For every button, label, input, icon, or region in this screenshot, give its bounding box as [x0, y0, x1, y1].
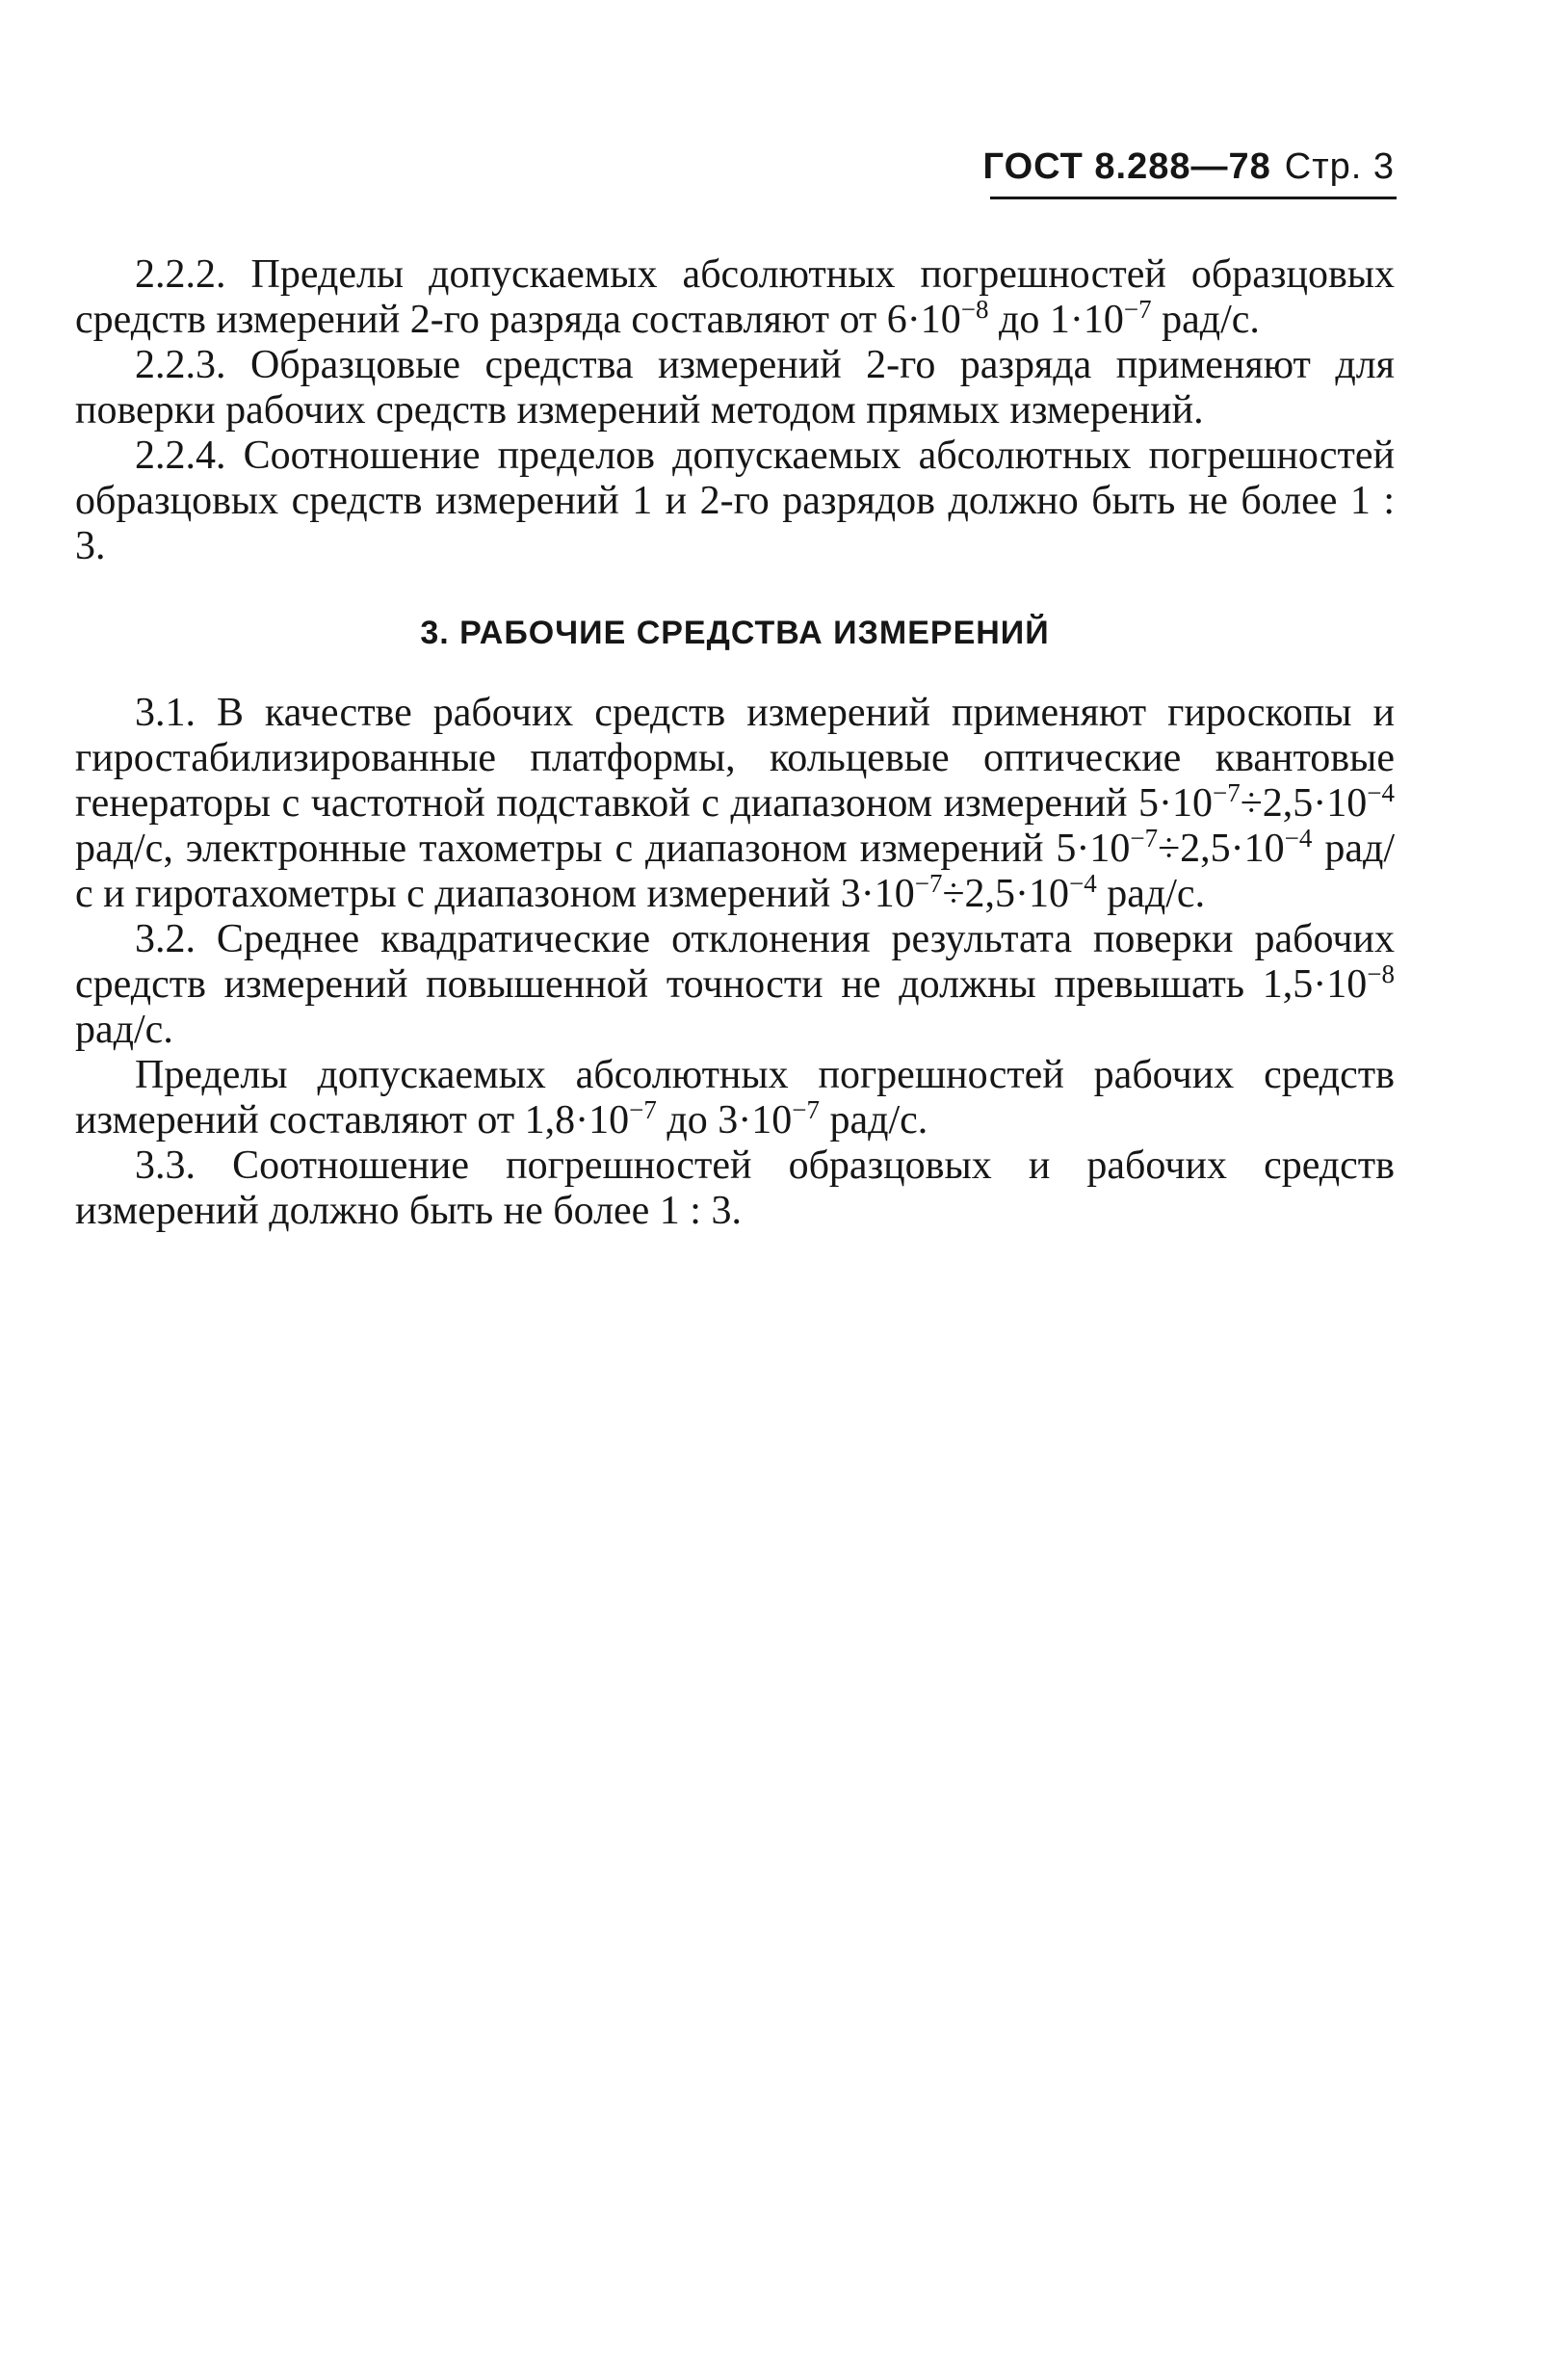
paragraph-text: Пределы допускаемых абсолютных погрешностей рабочих средств измерений составляют от 1,8·10 — [75, 1053, 1395, 1143]
document-code: ГОСТ 8.288—78 — [982, 146, 1271, 187]
section-heading: 3. РАБОЧИЕ СРЕДСТВА ИЗМЕРЕНИЙ — [420, 615, 1050, 651]
paragraph-text: рад/с. — [75, 1008, 173, 1052]
exponent: −4 — [1367, 778, 1395, 807]
paragraph-text: 3.1. В качестве рабочих средств измерений применяют гироскопы и гиростабилизированные платформы, кольцевые оптические квантовые генераторы с частотной подставкой с диапазоном измерений 5·10 — [75, 691, 1395, 826]
paragraph-3-3: 3.3. Соотношение погрешностей образцовых и рабочих средств измерений должно быть не более 1 : 3. — [75, 1143, 1395, 1233]
paragraph-3-2-limits — [75, 1053, 1395, 1143]
page-number: Стр. 3 — [1284, 146, 1395, 187]
paragraph-text: ÷2,5·10 — [1158, 827, 1285, 871]
paragraph-2-2-4: 2.2.4. Соотношение пределов допускаемых абсолютных погрешностей образцовых средств измерений 1 и 2-го разрядов должно быть не более 1 : 3. — [75, 433, 1395, 568]
paragraph-text: рад/с и гиротахометры с диапазоном измерений 3·10 — [75, 827, 1395, 916]
exponent: −8 — [1367, 959, 1395, 988]
running-header — [983, 148, 1395, 185]
exponent: −7 — [914, 869, 943, 898]
exponent: −7 — [1123, 295, 1152, 324]
exponent: −8 — [960, 295, 989, 324]
exponent: −4 — [1284, 824, 1313, 853]
paragraph-text: рад/с. — [1151, 298, 1260, 342]
paragraph-text: рад/с. — [819, 1098, 928, 1143]
document-body — [75, 252, 1395, 1234]
paragraph-text: 3.2. Среднее квадратические отклонения результата поверки рабочих средств измерений повышенной точности не должны превышать 1,5·10 — [75, 917, 1395, 1007]
paragraph-text: 2.2.2. Пределы допускаемых абсолютных погрешностей образцовых средств измерений 2-го разряда составляют от 6·10 — [75, 252, 1395, 342]
exponent: −7 — [792, 1095, 820, 1124]
paragraph-3-1 — [75, 691, 1395, 917]
paragraph-text: рад/с, электронные тахометры с диапазоном измерений 5·10 — [75, 827, 1131, 871]
paragraph-text: до 3·10 — [656, 1098, 793, 1143]
exponent: −7 — [1130, 824, 1159, 853]
paragraph-text: до 1·10 — [988, 298, 1124, 342]
paragraph-2-2-3: 2.2.3. Образцовые средства измерений 2-го разряда применяют для поверки рабочих средств измерений методом прямых измерений. — [75, 343, 1395, 433]
paragraph-3-2 — [75, 917, 1395, 1053]
exponent: −4 — [1069, 869, 1097, 898]
paragraph-text: ÷2,5·10 — [942, 872, 1070, 916]
header-rule — [990, 197, 1397, 199]
exponent: −7 — [629, 1095, 657, 1124]
paragraph-text: ÷2,5·10 — [1240, 781, 1368, 826]
paragraph-2-2-2 — [75, 252, 1395, 343]
exponent: −7 — [1212, 778, 1241, 807]
paragraph-text: рад/с. — [1096, 872, 1206, 916]
